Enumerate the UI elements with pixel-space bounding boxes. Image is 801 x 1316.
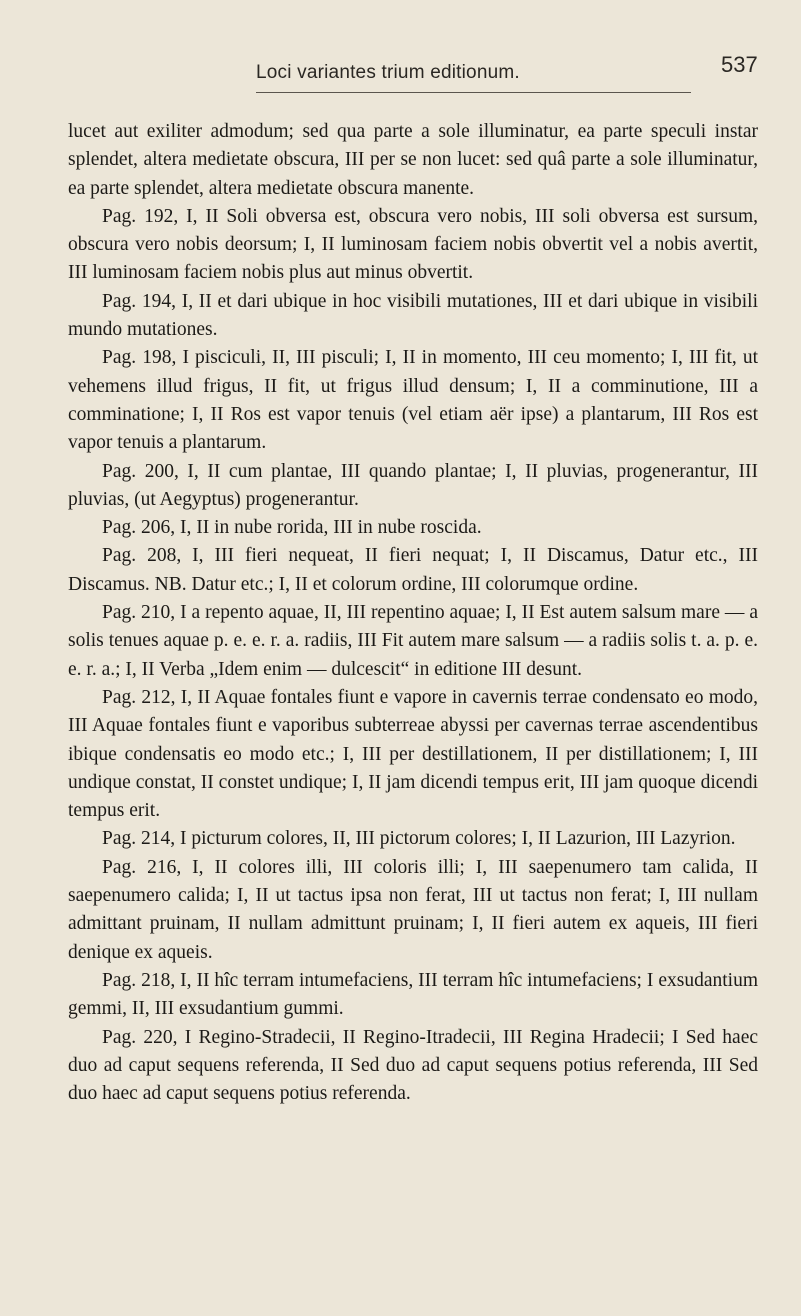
header-rule [256, 92, 691, 93]
running-head: Loci variantes trium editionum. [256, 62, 520, 83]
entry-pag-220: Pag. 220, I Regino-Stradecii, II Regino-Itradecii, III Regina Hradecii; I Sed haec duo ad caput sequens referenda, II Sed duo ad caput sequens potius referenda, III Sed duo haec ad caput sequens potius referenda. [68, 1026, 758, 1105]
entry-pag-214: Pag. 214, I picturum colores, II, III pictorum colores; I, II Lazurion, III Lazyrion. [102, 828, 736, 850]
entry-continuation: lucet aut exiliter admodum; sed qua parte a sole illuminatur, ea parte speculi instar splendet, altera medietate obscura, III per se non lucet: sed quâ parte a sole illuminatur, ea parte splendet, altera medietate obscura manente. [68, 121, 758, 199]
entry-pag-200: Pag. 200, I, II cum plantae, III quando plantae; I, II pluvias, progenerantur, III pluvias, (ut Aegyptus) progenerantur. [68, 460, 758, 510]
entry-pag-206: Pag. 206, I, II in nube rorida, III in nube roscida. [102, 517, 482, 539]
entry-pag-212: Pag. 212, I, II Aquae fontales fiunt e vapore in cavernis terrae condensato eo modo, III Aquae fontales fiunt e vaporibus subterreae abyssi per cavernas terrae ascendentibus ibique condensatis eo modo etc.; I, III per destillationem, II per distillationem; I, III undique constat, II constet undique; I, II jam dicendi tempus erit, III jam quoque dicendi tempus erit. [68, 686, 758, 822]
entry-pag-192: Pag. 192, I, II Soli obversa est, obscura vero nobis, III soli obversa est sursum, obscura vero nobis deorsum; I, II luminosam faciem nobis obvertit vel a nobis avertit, III luminosam faciem nobis plus aut minus obvertit. [68, 205, 758, 284]
entry-pag-218: Pag. 218, I, II hîc terram intumefaciens, III terram hîc intumefaciens; I exsudantium gemmi, II, III exsudantium gummi. [68, 969, 758, 1020]
entry-pag-208: Pag. 208, I, III fieri nequeat, II fieri nequat; I, II Discamus, Datur etc., III Discamus. NB. Datur etc.; I, II et colorum ordine, III colorumque ordine. [68, 545, 758, 595]
entry-pag-210: Pag. 210, I a repento aquae, II, III repentino aquae; I, II Est autem salsum mare — a solis tenues aquae p. e. e. r. a. radiis, III Fit autem mare salsum — a radiis solis t. a. p. e. e. r. a.; I, II Verba „Idem enim — dulcescit“ in editione III desunt. [68, 602, 758, 680]
page-header [0, 52, 801, 92]
entry-pag-216: Pag. 216, I, II colores illi, III coloris illi; I, III saepenumero tam calida, II saepenumero calida; I, II ut tactus ipsa non ferat, III ut tactus non ferat; I, III nullam admittant pruinam, II nullam admittunt pruinam; I, II fieri autem ex aqueis, III fieri denique ex aqueis. [68, 856, 758, 963]
entry-pag-198: Pag. 198, I pisciculi, II, III pisculi; I, II in momento, III ceu momento; I, III fit, ut vehemens illud frigus, II fit, ut frigus illud densum; I, II a comminutione, III a comminatione; I, II Ros est vapor tenuis (vel etiam aër ipse) a plantarum, III Ros est vapor tenuis a plantarum. [68, 347, 758, 454]
entry-pag-194: Pag. 194, I, II et dari ubique in hoc visibili mutationes, III et dari ubique in visibili mundo mutationes. [68, 290, 758, 341]
page-body [68, 118, 758, 1108]
page-number: 537 [721, 52, 758, 77]
